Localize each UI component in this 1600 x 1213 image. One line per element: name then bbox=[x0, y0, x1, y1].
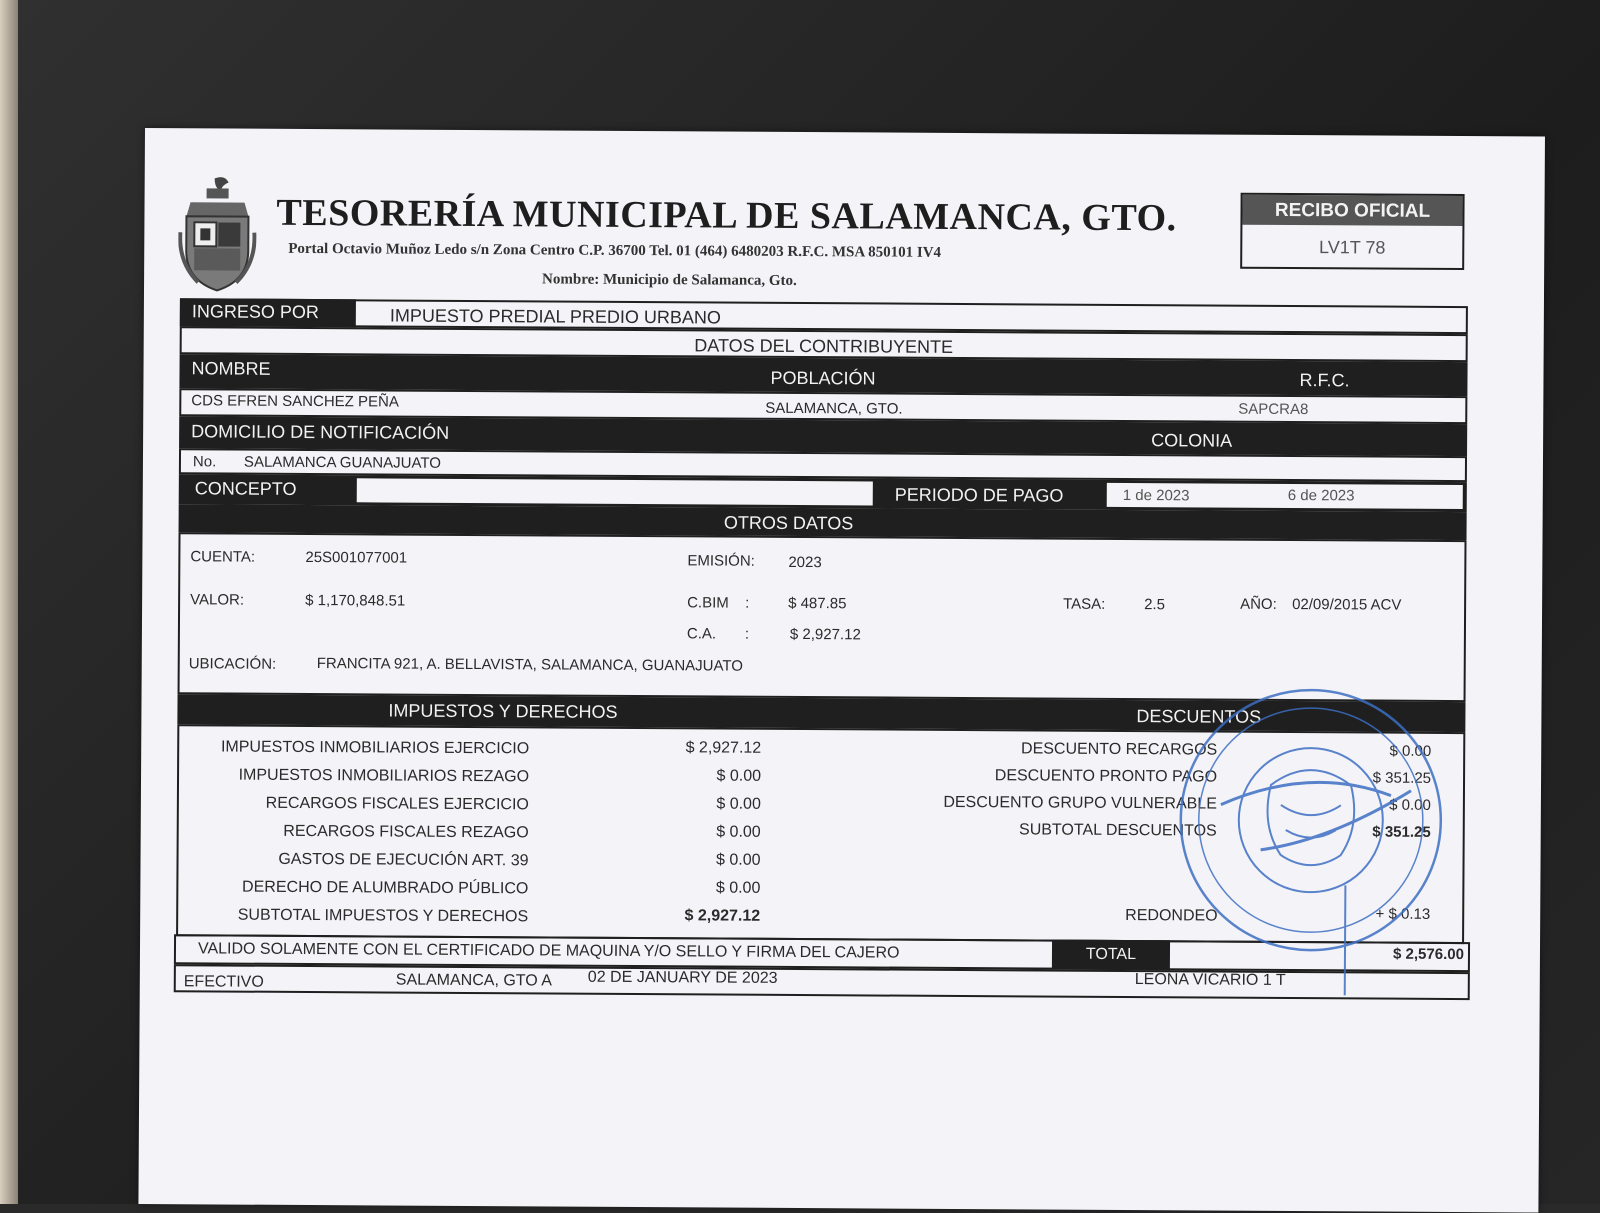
valor-value: $ 1,170,848.51 bbox=[305, 591, 406, 610]
impuesto-label: IMPUESTOS INMOBILIARIOS EJERCICIO bbox=[220, 738, 530, 758]
ingreso-value: IMPUESTO PREDIAL PREDIO URBANO bbox=[389, 305, 721, 328]
rfc-label: R.F.C. bbox=[1299, 370, 1350, 391]
receipt-paper: TESORERÍA MUNICIPAL DE SALAMANCA, GTO. Portal Octavio Muñoz Ledo s/n Zona Centro C.P. 36700 Tel. 01 (464) 6480203 R.F.C. MSA 850101 IV4 Nombre: Municipio de Salamanca, Gto. RECIBO OFICIAL LV1T 78 INGRESO POR IMPUESTO PREDIAL PREDIO URBANO DATOS DEL CONTRIBUYENTE NOMBRE POBLACIÓN R.F.C. CDS EFREN SANCHEZ PEÑA SALAMANCA, GTO. SAPCRA8 DOMICILIO DE NOTIFICACIÓN COLONIA No. SALAMANCA GUANAJUATO CONCEPTO PERIODO DE PAGO 1 de 2023 6 de 2023 OTROS DATOS CUENTA: 25S001077001 EMISIÓN: 2023 VALOR: $ 1,170,848.51 C.BIM : $ 487.85 TASA: 2.5 AÑO: 02/09/2015 ACV C.A. : $ 2,927.12 UBICACIÓN: FRANCITA 921, A. BELLAVISTA, SALAMANCA, GUANAJUATO IMPUESTOS Y DERECHOS DESCUENTOS IMPUESTOS INMOBILIARIOS EJERCICIO $ 2,927.12 IMPUESTOS INMOBILIARIOS REZAGO $ 0.00 RECARGOS FISCALES EJERCICIO $ 0.00 RECARGOS FISCALES REZAGO $ 0.00 GASTOS DE EJECUCIÓN ART. 39 $ 0.00 DERECHO DE ALUMBRADO PÚBLICO $ 0.00 SUBTOTAL IMPUESTOS Y DERECHOS $ 2,927.12 DESCUENTO RECARGOS $ 0.00 DESCUENTO PRONTO PAGO $ 351.25 DESCUENTO GRUPO VULNERABLE $ 0.00 SUBTOTAL DESCUENTOS $ 351.25 REDONDEO + $ 0.13 VALIDO SOLAMENTE CON EL CERTIFICADO DE MAQUINA Y/O SELLO Y FIRMA DEL CAJERO TOTAL $ 2,576.00 EFECTIVO SALAMANCA, GTO A 02 DE JANUARY DE 2023 LEONA VICARIO 1 T bbox=[138, 128, 1545, 1213]
impuesto-amount: $ 2,927.12 bbox=[685, 739, 762, 757]
impuesto-label: RECARGOS FISCALES REZAGO bbox=[283, 822, 529, 842]
impuesto-label: RECARGOS FISCALES EJERCICIO bbox=[265, 794, 529, 814]
ubicacion-value: FRANCITA 921, A. BELLAVISTA, SALAMANCA, GUANAJUATO bbox=[316, 655, 744, 675]
descuento-amount: $ 351.25 bbox=[1372, 769, 1432, 787]
contribuyente-title: DATOS DEL CONTRIBUYENTE bbox=[694, 335, 954, 357]
poblacion-label: POBLACIÓN bbox=[770, 367, 876, 389]
ingreso-label: INGRESO POR bbox=[191, 301, 319, 323]
impuesto-label: GASTOS DE EJECUCIÓN ART. 39 bbox=[278, 850, 529, 870]
descuento-label: DESCUENTO PRONTO PAGO bbox=[994, 767, 1218, 786]
subtotal-descuentos-label: SUBTOTAL DESCUENTOS bbox=[1019, 821, 1217, 840]
impuesto-amount: $ 0.00 bbox=[716, 851, 761, 869]
descuentos-title: DESCUENTOS bbox=[1136, 706, 1262, 727]
treasury-name-line: Nombre: Municipio de Salamanca, Gto. bbox=[542, 271, 797, 289]
descuento-amount: $ 0.00 bbox=[1389, 742, 1432, 760]
otros-title: OTROS DATOS bbox=[723, 512, 854, 534]
domicilio-value: SALAMANCA GUANAJUATO bbox=[243, 453, 442, 472]
subtotal-impuestos-label: SUBTOTAL IMPUESTOS Y DERECHOS bbox=[237, 906, 529, 926]
nombre-label: NOMBRE bbox=[191, 358, 271, 379]
impuesto-amount: $ 0.00 bbox=[715, 879, 761, 897]
impuesto-amount: $ 0.00 bbox=[716, 767, 762, 785]
cuenta-value: 25S001077001 bbox=[305, 548, 408, 567]
total-label: TOTAL bbox=[1085, 945, 1137, 964]
ca-label: C.A. bbox=[686, 625, 717, 643]
no-label: No. bbox=[192, 453, 217, 471]
periodo-label: PERIODO DE PAGO bbox=[894, 484, 1064, 506]
impuesto-label: DERECHO DE ALUMBRADO PÚBLICO bbox=[242, 878, 529, 898]
descuento-amount: $ 0.00 bbox=[1389, 796, 1431, 814]
treasury-seal-stamp bbox=[1160, 654, 1465, 996]
tasa-value: 2.5 bbox=[1144, 596, 1166, 614]
rfc-value: SAPCRA8 bbox=[1238, 400, 1309, 419]
anio-label: AÑO: bbox=[1240, 595, 1277, 613]
receipt-label: RECIBO OFICIAL bbox=[1274, 199, 1431, 222]
treasury-title: TESORERÍA MUNICIPAL DE SALAMANCA, GTO. bbox=[276, 191, 1177, 240]
concepto-label: CONCEPTO bbox=[194, 478, 297, 499]
emision-value: 2023 bbox=[788, 553, 822, 572]
cbim-label: C.BIM bbox=[687, 594, 729, 612]
impuestos-title: IMPUESTOS Y DERECHOS bbox=[388, 700, 618, 722]
redondeo-label: REDONDEO bbox=[1125, 907, 1218, 925]
anio-value: 02/09/2015 ACV bbox=[1292, 596, 1402, 614]
concepto-value-box bbox=[357, 478, 873, 505]
cuenta-label: CUENTA: bbox=[190, 548, 256, 566]
nombre-value: CDS EFREN SANCHEZ PEÑA bbox=[191, 392, 399, 411]
impuesto-amount: $ 0.00 bbox=[716, 795, 761, 813]
receipt-number: LV1T 78 bbox=[1319, 237, 1386, 258]
descuento-label: DESCUENTO GRUPO VULNERABLE bbox=[943, 793, 1217, 813]
subtotal-descuentos-amount: $ 351.25 bbox=[1372, 823, 1431, 841]
receipt-box bbox=[1240, 193, 1464, 270]
cajero: LEONA VICARIO 1 T bbox=[1134, 971, 1286, 989]
poblacion-value: SALAMANCA, GTO. bbox=[765, 399, 903, 418]
colonia-label: COLONIA bbox=[1151, 430, 1233, 451]
coat-of-arms-logo bbox=[178, 172, 257, 296]
emision-label: EMISIÓN: bbox=[687, 552, 755, 570]
periodo-desde: 1 de 2023 bbox=[1122, 486, 1190, 505]
lugar: SALAMANCA, GTO A bbox=[395, 971, 553, 990]
treasury-address: Portal Octavio Muñoz Ledo s/n Zona Centro C.P. 36700 Tel. 01 (464) 6480203 R.F.C. MSA 850101 IV4 bbox=[288, 240, 942, 261]
valor-label: VALOR: bbox=[190, 591, 245, 609]
validez-text: VALIDO SOLAMENTE CON EL CERTIFICADO DE MAQUINA Y/O SELLO Y FIRMA DEL CAJERO bbox=[197, 940, 900, 962]
total-amount: $ 2,576.00 bbox=[1393, 945, 1465, 964]
tasa-label: TASA: bbox=[1063, 595, 1106, 613]
impuesto-amount: $ 0.00 bbox=[716, 823, 761, 841]
descuento-label: DESCUENTO RECARGOS bbox=[1020, 740, 1218, 759]
fecha: 02 DE JANUARY DE 2023 bbox=[587, 968, 778, 987]
forma-pago: EFECTIVO bbox=[183, 973, 264, 991]
ubicacion-label: UBICACIÓN: bbox=[188, 655, 277, 673]
cbim-value: $ 487.85 bbox=[788, 594, 847, 613]
redondeo-amount: + $ 0.13 bbox=[1375, 905, 1431, 923]
impuesto-label: IMPUESTOS INMOBILIARIOS REZAGO bbox=[238, 766, 530, 786]
domicilio-label: DOMICILIO DE NOTIFICACIÓN bbox=[191, 421, 450, 443]
periodo-hasta: 6 de 2023 bbox=[1287, 486, 1355, 505]
ca-value: $ 2,927.12 bbox=[789, 625, 861, 644]
subtotal-impuestos-amount: $ 2,927.12 bbox=[684, 907, 761, 925]
